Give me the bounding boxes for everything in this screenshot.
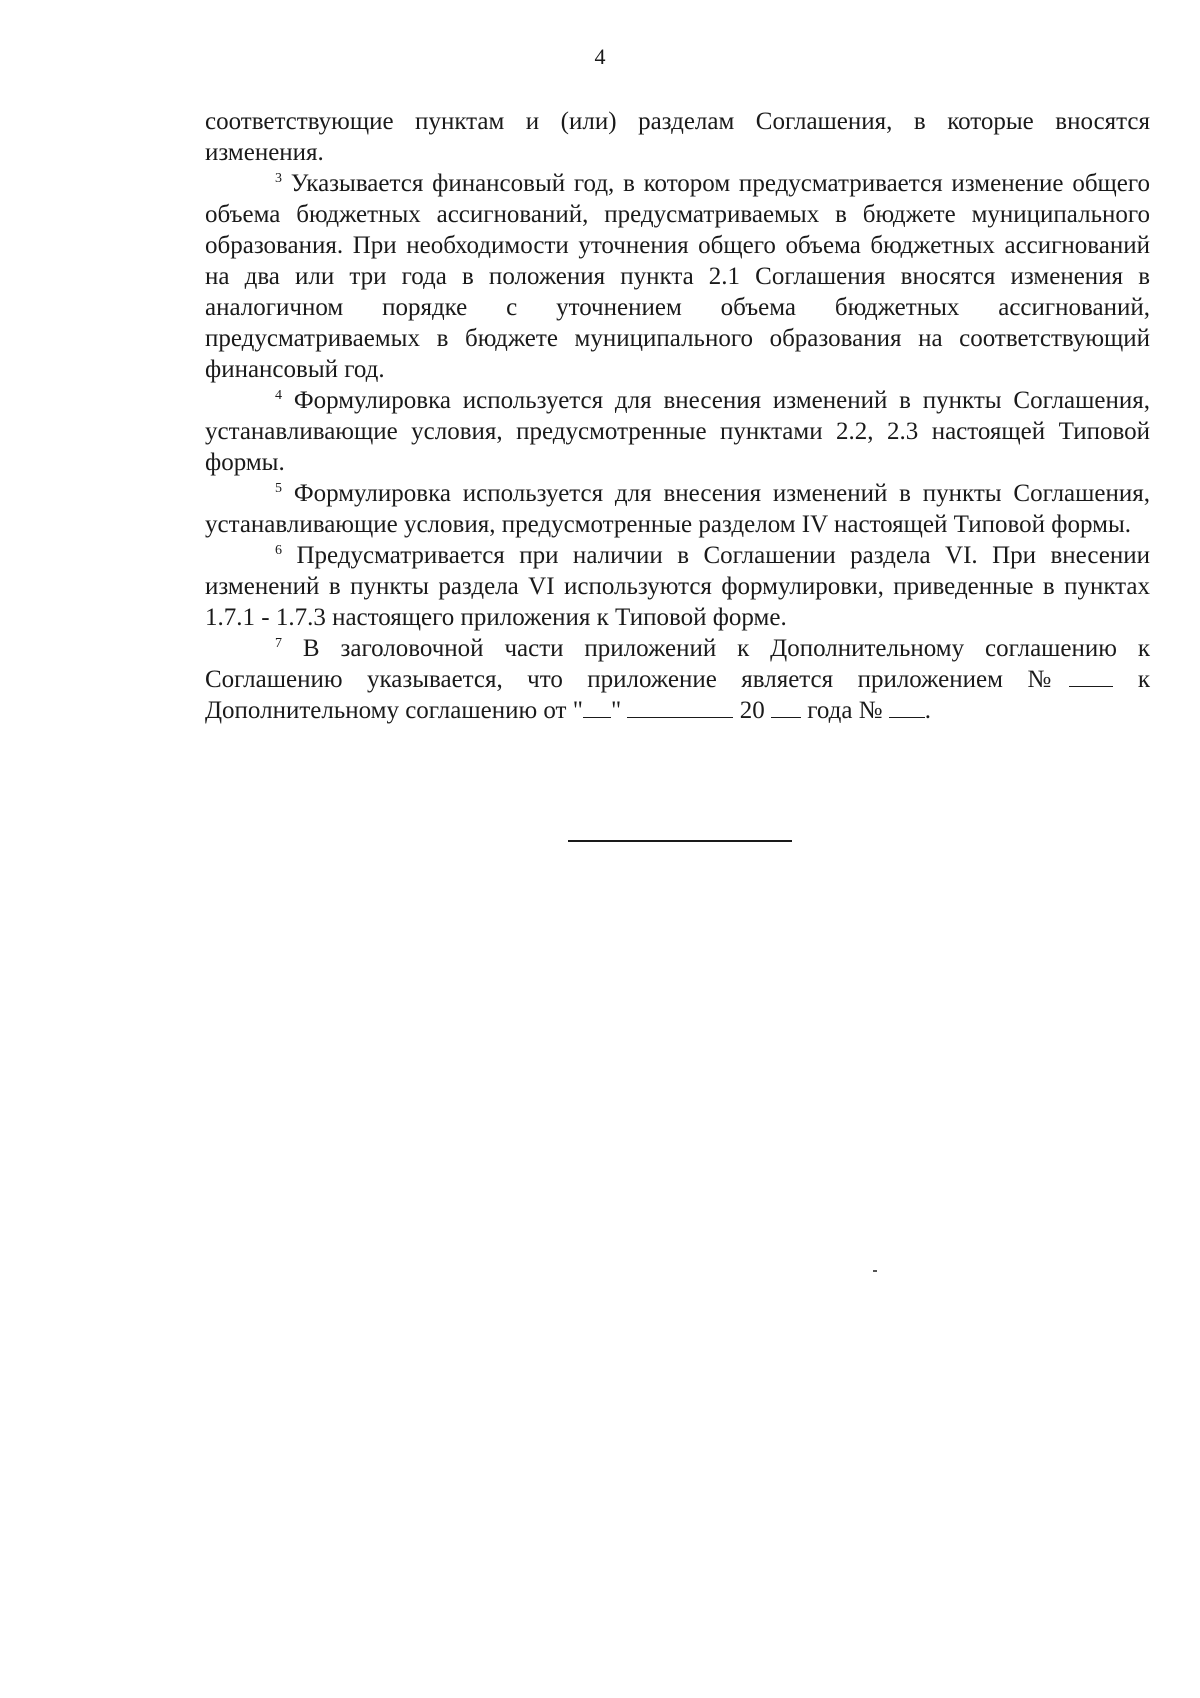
footnote-text: Предусматривается при наличии в Соглашении раздела VI. При внесении изменений в пункты раздела VI используются формулировки, приведенные в пунктах 1.7.1 - 1.7.3 настоящего приложения к Типовой форме.: [205, 542, 1150, 631]
footnote-7: [205, 633, 1150, 726]
month-blank: [627, 697, 733, 718]
sentence-end: .: [924, 697, 932, 724]
day-blank: [583, 697, 611, 718]
continuation-paragraph: соответствующие пунктам и (или) разделам Соглашения, в которые вносятся изменения.: [205, 108, 1150, 166]
year-blank: [771, 697, 801, 718]
footnote-4: [205, 385, 1150, 478]
page-number: 4: [594, 44, 606, 69]
footnote-marker: 5: [275, 481, 282, 496]
open-quote: ": [572, 697, 583, 724]
footnote-text: Указывается финансовый год, в котором предусматривается изменение общего объема бюджетных ассигнований, предусматриваемых в бюджете муниципального образования. При необходимости уточнения общего объема бюджетных ассигнований на два или три года в положения пункта 2.1 Соглашения вносятся изменения в аналогичном порядке с уточнением объема бюджетных ассигнований, предусматриваемых в бюджете муниципального образования на соответствующий финансовый год.: [205, 170, 1151, 383]
footnote-text: В заголовочной части приложений к Дополнительному соглашению к Соглашению указывается, что приложение является приложением №: [205, 635, 1151, 693]
footnote-text-to: к Дополнительному соглашению от: [205, 666, 1151, 724]
agreement-number-blank: [889, 697, 925, 718]
close-quote: ": [610, 697, 622, 724]
footnote-5: [205, 478, 1150, 540]
footnote-marker: 6: [275, 543, 282, 558]
end-separator-line: [568, 840, 792, 842]
footnote-text: Формулировка используется для внесения изменений в пункты Соглашения, устанавливающие условия, предусмотренные разделом IV настоящей Типовой формы.: [205, 480, 1150, 538]
year-suffix: года №: [807, 697, 883, 724]
footnote-marker: 4: [275, 388, 282, 403]
year-prefix: 20: [739, 697, 765, 724]
footnote-marker: 7: [275, 636, 282, 651]
footnote-6: [205, 540, 1150, 633]
appendix-number-blank: [1069, 666, 1113, 687]
footnote-text: Формулировка используется для внесения изменений в пункты Соглашения, устанавливающие условия, предусмотренные пунктами 2.2, 2.3 настоящей Типовой формы.: [205, 387, 1150, 476]
footnote-marker: 3: [275, 171, 282, 186]
footnotes-block: [205, 106, 1150, 726]
scan-speck: [873, 1270, 877, 1272]
footnote-3: [205, 168, 1150, 385]
